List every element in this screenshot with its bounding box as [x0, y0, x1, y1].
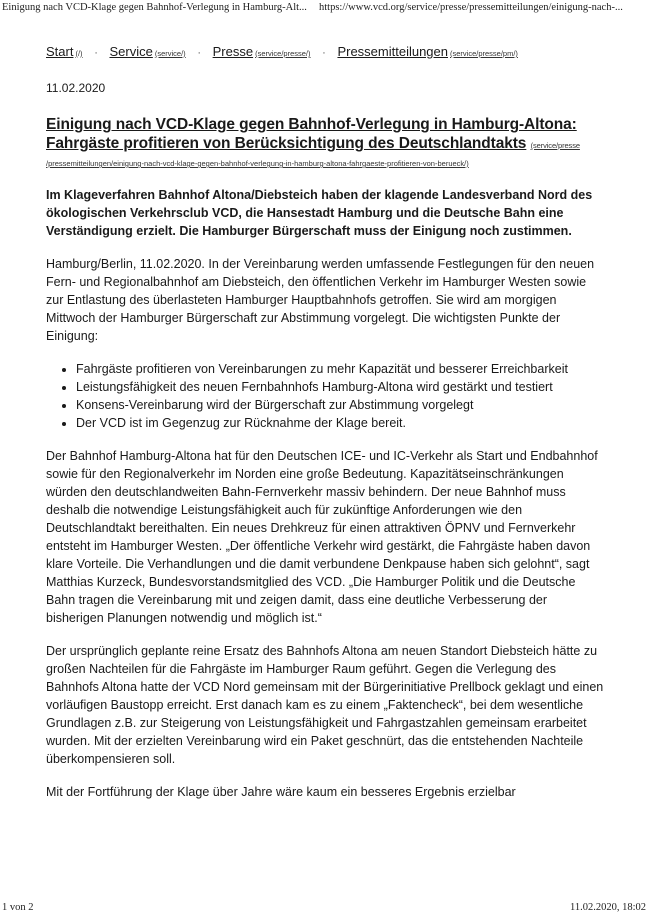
breadcrumb: [46, 44, 606, 59]
breadcrumb-service-href: (service/): [154, 49, 186, 58]
lead-paragraph: Im Klageverfahren Bahnhof Altona/Diebsteich haben der klagende Landesverband Nord des ökologischen Verkehrsclub VCD, die Hansestadt Hamburg und die Deutsche Bahn eine Verständigung erzielt. Die Hamburger Bürgerschaft muss der Einigung noch zustimmen.: [46, 188, 593, 238]
body-paragraph: Mit der Fortführung der Klage über Jahre wäre kaum ein besseres Ergebnis erzielbar: [46, 785, 516, 799]
breadcrumb-start-link[interactable]: Start: [46, 44, 74, 59]
breadcrumb-pressemitteilungen-link[interactable]: Pressemitteilungen: [337, 44, 448, 59]
body-paragraph: Hamburg/Berlin, 11.02.2020. In der Vereinbarung werden umfassende Festlegungen für den neuen Fern- und Regionalbahnhof am Diebsteich, den öffentlichen Verkehr im Hamburger Westen sowie zur Entlastung des überlasteten Hamburger Hauptbahnhofs getroffen. Sie wird am morgigen Mittwoch der Hamburger Bürgerschaft zur Abstimmung vorgelegt. Die wichtigsten Punkte der Einigung:: [46, 257, 595, 343]
breadcrumb-separator: ·: [94, 47, 98, 59]
headline-href: (service/presse: [530, 141, 580, 150]
page-count: 1 von 2: [2, 902, 34, 913]
breadcrumb-start-href: (/): [75, 49, 83, 58]
breadcrumb-presse-link[interactable]: Presse: [212, 44, 254, 59]
breadcrumb-pressemitteilungen-href: (service/presse/pm/): [450, 49, 518, 58]
headline-link[interactable]: Einigung nach VCD-Klage gegen Bahnhof-Verlegung in Hamburg-Altona: Fahrgäste profitieren von Berücksichtigung des Deutschlandtakts: [46, 116, 577, 152]
list-item: • Der VCD ist im Gegenzug zur Rücknahme der Klage bereit.: [76, 414, 606, 432]
article: [46, 44, 606, 816]
breadcrumb-service-link[interactable]: Service: [109, 44, 153, 59]
print-footer: [2, 902, 646, 916]
headline[interactable]: [46, 115, 606, 155]
print-header: [2, 2, 646, 16]
breadcrumb-separator: ·: [322, 47, 326, 59]
print-page-url: https://www.vcd.org/service/presse/pressemitteilungen/einigung-nach-...: [319, 2, 623, 13]
body-paragraph: Der Bahnhof Hamburg-Altona hat für den Deutschen ICE- und IC-Verkehr als Start und Endbahnhof sowie für den Regionalverkehr im Norden eine große Bedeutung. Kapazitätseinschränkungen würden den deutschlandweiten Bahn-Fernverkehr massiv behindern. Der neue Bahnhof muss deshalb die notwendige Leistungsfähigkeit auch für zukünftige Anforderungen wie den Deutschlandtakt bereithalten. Ein neues Drehkreuz für einen attraktiven ÖPNV und Fernverkehr entsteht im Hamburger Westen. „Der öffentliche Verkehr wird gestärkt, die Fahrgäste haben davon klare Vorteile. Die Verhandlungen und die damit verbundene Denkpause haben sich gelohnt“, sagt Matthias Kurzeck, Bundesvorstandsmitglied des VCD. „Die Hamburger Politik und die Deutsche Bahn tragen die Vereinbarung mit und zeigen damit, dass eine deutliche Verbesserung der bisherigen Planungen notwendig und möglich ist.“: [46, 449, 598, 625]
breadcrumb-presse-href: (service/presse/): [255, 49, 311, 58]
print-timestamp: 11.02.2020, 18:02: [569, 902, 646, 913]
list-item: • Konsens-Vereinbarung wird der Bürgerschaft zur Abstimmung vorgelegt: [76, 396, 606, 414]
headline-href-continued: /pressemitteilungen/einigung-nach-vcd-klage-gegen-bahnhof-verlegung-in-hamburg-altona-fahrgaeste-profitieren-von-berueck/): [46, 159, 469, 168]
publish-date: 11.02.2020: [46, 81, 106, 95]
list-item: • Leistungsfähigkeit des neuen Fernbahnhofs Hamburg-Altona wird gestärkt und testiert: [76, 378, 606, 396]
body-paragraph: Der ursprünglich geplante reine Ersatz des Bahnhofs Altona am neuen Standort Diebsteich hätte zu großen Nachteilen für die Fahrgäste im Hamburger Raum geführt. Gegen die Verlegung des Bahnhofs Altona hatte der VCD Nord gemeinsam mit der Bürgerinitiative Prellbock geklagt und einen vorläufigen Baustopp erreicht. Erst danach kam es zu einem „Faktencheck“, bei dem wesentliche Grundlagen z.B. zur Steigerung von Leistungsfähigkeit und Fahrgastzahlen gemeinsam erarbeitet wurden. Mit der erzielten Vereinbarung wird ein Paket geschnürt, das die entstehenden Nachteile überkompensieren soll.: [46, 644, 604, 766]
print-page-title: Einigung nach VCD-Klage gegen Bahnhof-Verlegung in Hamburg-Alt...: [2, 2, 307, 13]
key-points-list: [46, 360, 606, 432]
list-item: • Fahrgäste profitieren von Vereinbarungen zu mehr Kapazität und besserer Erreichbarkeit: [76, 360, 606, 378]
breadcrumb-separator: ·: [197, 47, 201, 59]
